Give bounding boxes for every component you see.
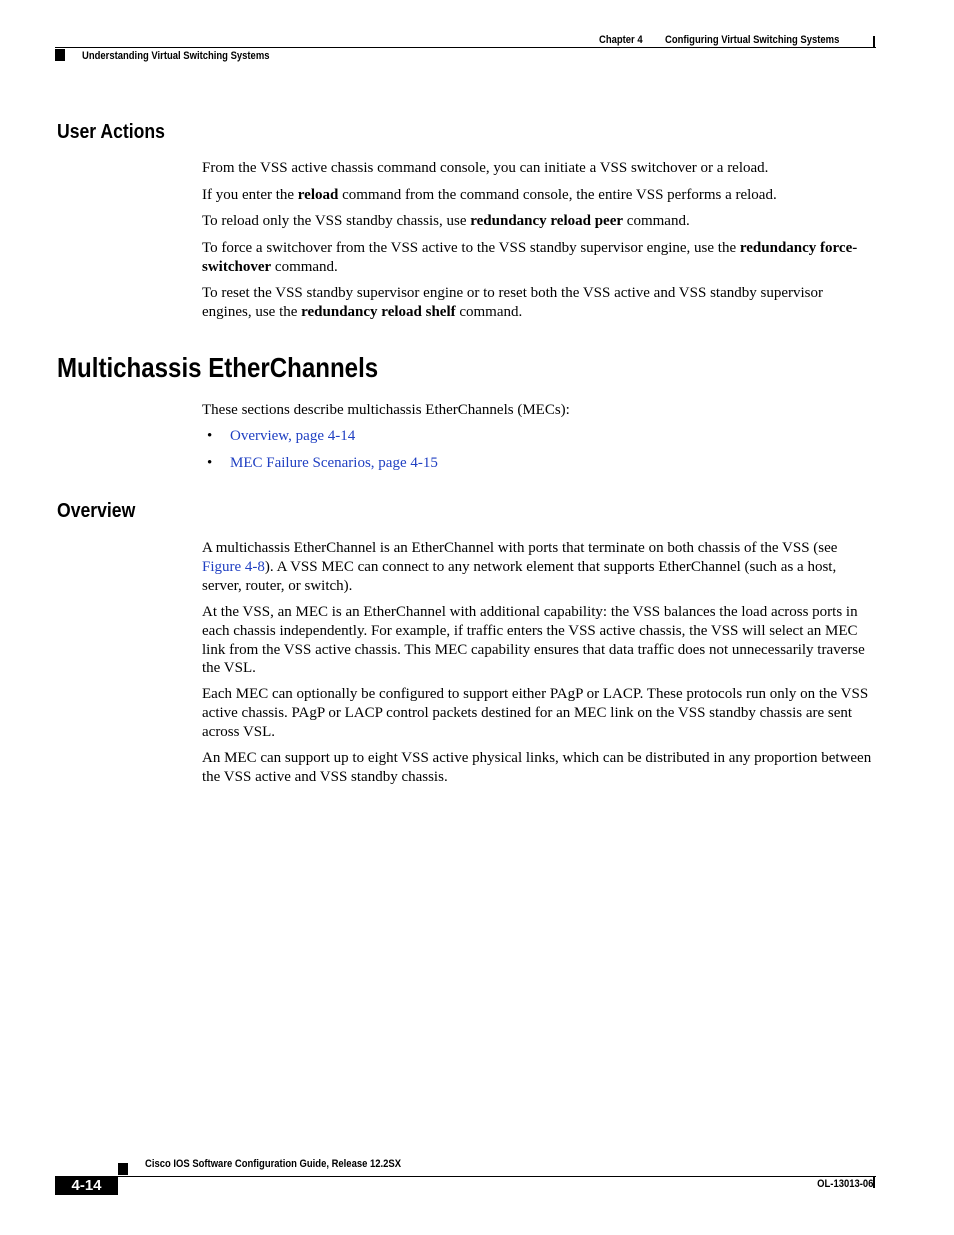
user-actions-paragraph-2 xyxy=(202,186,872,205)
text: To force a switchover from the VSS active to the VSS standby supervisor engine, use the xyxy=(202,240,740,256)
header-chapter-title: Configuring Virtual Switching Systems xyxy=(665,34,840,46)
command-reload-shelf: redundancy reload shelf xyxy=(301,303,456,320)
overview-paragraph-1 xyxy=(202,539,872,595)
mec-heading: Multichassis EtherChannels xyxy=(57,352,379,383)
bullet-icon: • xyxy=(207,455,213,471)
header-marker-left xyxy=(55,49,65,61)
header-rule xyxy=(55,47,876,48)
text: command. xyxy=(271,258,338,275)
command-force-switchover: redundancy force-switchover xyxy=(202,240,858,275)
overview-heading: Overview xyxy=(57,500,136,522)
header-chapter: Chapter 4 xyxy=(599,34,643,46)
text: command from the command console, the entire VSS performs a reload. xyxy=(338,187,777,203)
footer-doc-id: OL-13013-06 xyxy=(816,1178,873,1190)
list-item xyxy=(207,427,355,446)
list-item xyxy=(207,454,438,473)
bullet-icon: • xyxy=(207,428,213,444)
text: command. xyxy=(623,213,690,229)
text: If you enter the xyxy=(202,187,298,203)
figure-link[interactable]: Figure 4-8 xyxy=(202,558,265,575)
user-actions-heading: User Actions xyxy=(57,121,165,143)
footer-title: Cisco IOS Software Configuration Guide, Release 12.2SX xyxy=(145,1158,402,1170)
mec-intro: These sections describe multichassis EtherChannels (MECs): xyxy=(202,402,570,418)
command-reload: reload xyxy=(297,187,339,203)
user-actions-paragraph-5 xyxy=(202,284,872,322)
overview-paragraph-3: Each MEC can optionally be configured to support either PAgP or LACP. These protocols run only on the VSS active chassis. PAgP or LACP control packets destined for an MEC link on the VSS standby chassis are sent across VSL. xyxy=(202,686,869,740)
overview-paragraph-2: At the VSS, an MEC is an EtherChannel with additional capability: the VSS balances the load across ports in each chassis independently. For example, if traffic enters the VSS active chassis, the VSS will select an MEC link from the VSS active chassis. This MEC capability ensures that data traffic does not unnecessarily traverse the VSL. xyxy=(202,604,865,677)
user-actions-paragraph-1: From the VSS active chassis command console, you can initiate a VSS switchover or a reload. xyxy=(202,160,769,176)
command-reload-peer: redundancy reload peer xyxy=(470,213,624,229)
text: A multichassis EtherChannel is an EtherChannel with ports that terminate on both chassis of the VSS (see xyxy=(202,540,838,556)
header-section: Understanding Virtual Switching Systems xyxy=(82,50,270,62)
header-marker-right xyxy=(873,36,875,48)
footer-rule xyxy=(118,1176,876,1177)
page-number: 4-14 xyxy=(71,1177,102,1194)
mec-failure-scenarios-link[interactable]: MEC Failure Scenarios, page 4-15 xyxy=(230,455,438,471)
text: ). A VSS MEC can connect to any network element that supports EtherChannel (such as a host, server, router, or switch). xyxy=(202,558,837,594)
user-actions-paragraph-4 xyxy=(202,239,872,277)
overview-paragraph-4: An MEC can support up to eight VSS active physical links, which can be distributed in any proportion between the VSS active and VSS standby chassis. xyxy=(202,750,872,785)
text: command. xyxy=(455,303,523,320)
user-actions-paragraph-3 xyxy=(202,212,872,231)
text: To reset the VSS standby supervisor engine or to reset both the VSS active and VSS standby supervisor engines, use the xyxy=(202,285,823,320)
footer-marker-left xyxy=(118,1163,128,1175)
overview-link[interactable]: Overview, page 4-14 xyxy=(230,428,356,444)
text: To reload only the VSS standby chassis, use xyxy=(202,213,471,229)
